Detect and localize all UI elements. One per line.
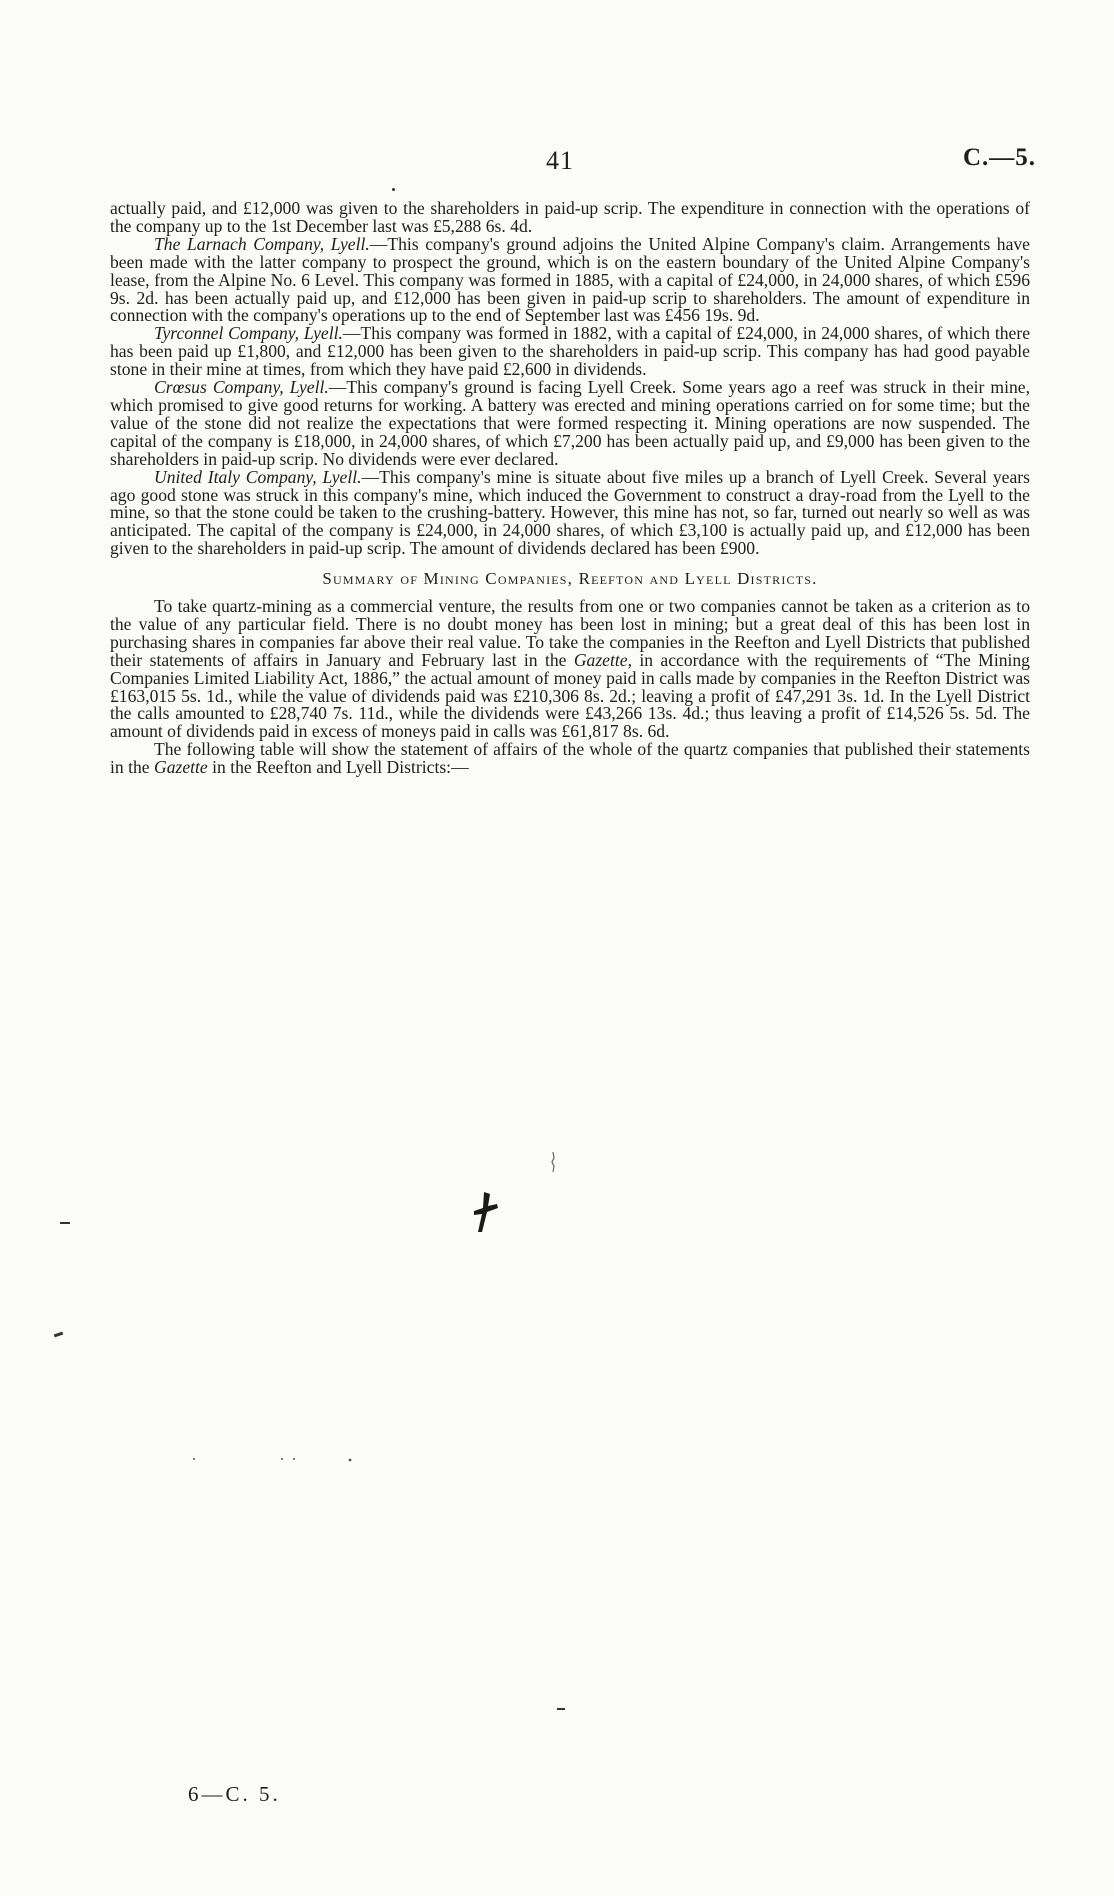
paragraph-table-intro xyxy=(110,741,1030,777)
paragraph-text: in the Reefton and Lyell Districts:— xyxy=(207,757,469,778)
gazette-reference: Gazette xyxy=(573,649,628,670)
document-reference: C.—5. xyxy=(962,144,1036,171)
ink-speck xyxy=(557,1708,565,1710)
paragraph-larnach-company xyxy=(110,233,1030,326)
gazette-reference: Gazette xyxy=(153,757,208,778)
sheet-reference: 6—C. 5. xyxy=(188,1782,281,1806)
company-title: Crœsus Company, Lyell. xyxy=(154,377,329,398)
ink-dots xyxy=(190,1456,370,1462)
paragraph-text: To take quartz-mining as a commercial venture, the results from one or two companies cannot be taken as a criterion as to the value of any particular field. There is no doubt money has been lost in mining; but a great deal of this has been lost in purchasing shares in companies far above their real value. To take the companies in the Reefton and Lyell Districts that published their statements of affairs in January and February last in the xyxy=(110,596,1030,670)
paragraph-text: —This company was formed in 1882, with a capital of £24,000, in 24,000 shares, of which there has been paid up £1,800, and £12,000 has been given to the shareholders in paid-up scrip. This company has had good payable stone in their mine at times, from which they have paid £2,600 in dividends. xyxy=(110,323,1030,380)
paragraph-text: actually paid, and £12,000 was given to the shareholders in paid-up scrip. The expenditure in connection with the operations of the company up to the 1st December last was £5,288 6s. 4d. xyxy=(110,198,1030,236)
body-text xyxy=(110,200,1030,777)
paragraph-continuation xyxy=(110,200,1030,236)
ink-speck xyxy=(54,1332,63,1338)
company-title: Tyrconnel Company, Lyell. xyxy=(154,323,343,344)
company-title: United Italy Company, Lyell. xyxy=(154,466,362,487)
section-heading: Summary of Mining Companies, Reefton and Lyell Districts. xyxy=(322,569,818,589)
paragraph-text: —This company's ground is facing Lyell Creek. Some years ago a reef was struck in their mine, which promised to give good returns for working. A battery was erected and mining operations carried on for some time; but the value of the stone did not realize the expectations that were formed respecting it. Mining operations are now suspended. The capital of the company is £18,000, in 24,000 shares, of which £7,200 has been actually paid up, and £9,000 has been given to the shareholders in paid-up scrip. No dividends were ever declared. xyxy=(110,377,1030,469)
paragraph-tyrconnel-company xyxy=(110,325,1030,379)
paragraph-text: —This company's mine is situate about five miles up a branch of Lyell Creek. Several years ago good stone was struck in this company's mine, which induced the Government to construct a dray-road from the Lyell to the mine, so that the stone could be taken to the crushing-battery. However, this mine has not, so far, turned out nearly so well as was anticipated. The capital of the company is £24,000, in 24,000 shares, of which £3,100 is actually paid up, and £12,000 has been given to the shareholders in paid-up scrip. The amount of dividends declared has been £900. xyxy=(110,466,1030,559)
paragraph-text: , in accordance with the requirements of “The Mining Companies Limited Liability Act, 1886,” the actual amount of money paid in calls made by companies in the Reefton District was £163,015 5s. 1d., while the value of dividends paid was £210,306 8s. 2d.; leaving a profit of £47,291 3s. 1d. In the Lyell District the calls amounted to £28,740 7s. 11d., while the dividends were £43,266 13s. 4d.; thus leaving a profit of £14,526 5s. 5d. The amount of dividends paid in excess of moneys paid in calls was £61,817 8s. 6d. xyxy=(110,649,1030,742)
ink-smudge xyxy=(548,1150,558,1174)
paragraph-text: —This company's ground adjoins the United Alpine Company's claim. Arrangements have been made with the latter company to prospect the ground, which is on the eastern boundary of the United Alpine Company's lease, from the Alpine No. 6 Level. This company was formed in 1885, with a capital of £24,000, in 24,000 shares, of which £596 9s. 2d. has been actually paid up, and £12,000 has been given in paid-up scrip to shareholders. The amount of expenditure in connection with the company's operations up to the end of September last was £456 19s. 9d. xyxy=(110,233,1030,326)
paragraph-united-italy-company xyxy=(110,466,1030,559)
paragraph-croesus-company xyxy=(110,379,1030,469)
paragraph-summary xyxy=(110,598,1030,741)
ink-speck xyxy=(392,188,395,191)
company-title: The Larnach Company, Lyell. xyxy=(154,233,370,254)
page-number: 41 xyxy=(546,146,574,175)
ink-blot xyxy=(470,1188,500,1234)
paragraph-text: The following table will show the statement of affairs of the whole of the quartz companies that published their statements in the xyxy=(110,739,1030,778)
ink-speck xyxy=(60,1222,70,1224)
